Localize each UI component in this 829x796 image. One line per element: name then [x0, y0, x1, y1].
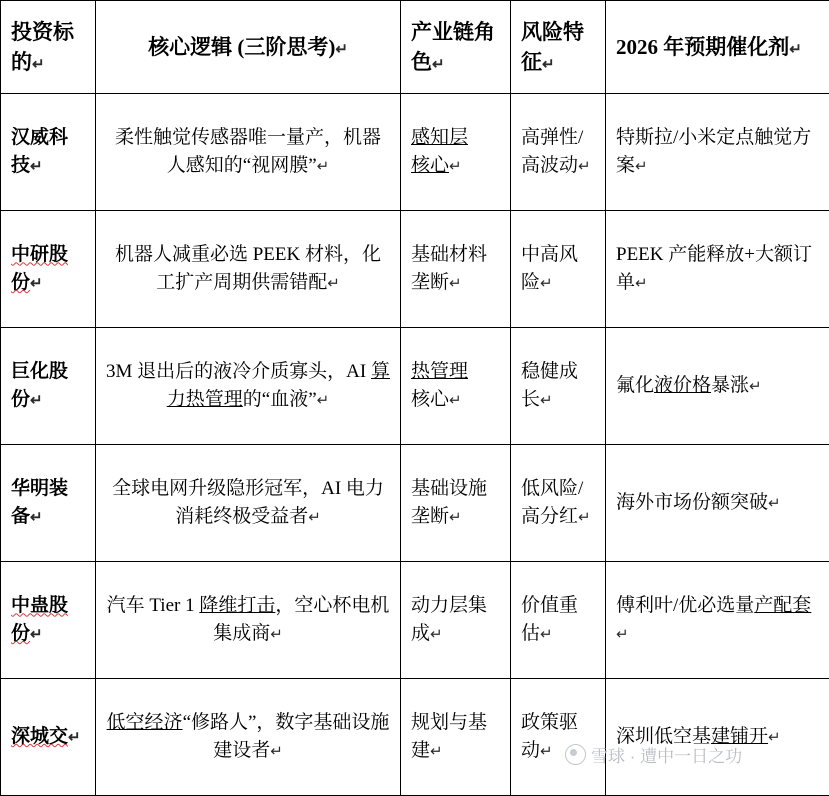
target-name-label: 华明装备	[11, 478, 68, 527]
risk-text: 稳健成长	[521, 361, 578, 410]
cell-catalyst	[606, 445, 829, 562]
paragraph-mark-icon: ↵	[30, 158, 43, 175]
table-row	[1, 211, 829, 328]
header-cell-target	[1, 1, 96, 94]
risk-text: 中高风险	[521, 244, 578, 293]
paragraph-mark-icon: ↵	[30, 392, 43, 409]
paragraph-mark-icon: ↵	[449, 158, 462, 175]
catalyst-text: 傅利叶/优必选量	[616, 595, 754, 616]
cell-risk	[511, 679, 606, 796]
cell-target-name	[1, 445, 96, 562]
paragraph-mark-icon: ↵	[430, 743, 443, 760]
core-logic-text: 3M 退出后的液冷介质寡头，AI	[106, 361, 371, 382]
paragraph-mark-icon: ↵	[540, 743, 553, 760]
paragraph-mark-icon: ↵	[635, 158, 648, 175]
cell-chain-role	[401, 562, 511, 679]
header-label-logic: 核心逻辑 (三阶思考)	[148, 35, 335, 59]
paragraph-mark-icon: ↵	[270, 626, 283, 643]
core-logic-text: “修路人”，数字基础设施建设者	[183, 712, 390, 761]
header-cell-role	[401, 1, 511, 94]
paragraph-mark-icon: ↵	[335, 41, 348, 58]
catalyst-text: 特斯拉/小米定点触觉方案	[616, 127, 811, 176]
cell-target-name	[1, 562, 96, 679]
cell-core-logic	[96, 562, 401, 679]
cell-risk	[511, 562, 606, 679]
core-logic-underlined: 降维打击	[199, 595, 275, 616]
paragraph-mark-icon: ↵	[327, 275, 340, 292]
paragraph-mark-icon: ↵	[308, 509, 321, 526]
chain-role-text: 规划与基建	[411, 712, 487, 761]
table-row	[1, 94, 829, 211]
paragraph-mark-icon: ↵	[540, 275, 553, 292]
paragraph-mark-icon: ↵	[540, 626, 553, 643]
core-logic-text: 柔性触觉传感器唯一量产，机器人感知的“视网膜”	[115, 127, 381, 176]
cell-catalyst	[606, 94, 829, 211]
header-cell-logic	[96, 1, 401, 94]
core-logic-underlined: 算力热管理	[167, 361, 390, 410]
table-row	[1, 328, 829, 445]
paragraph-mark-icon: ↵	[749, 378, 762, 395]
header-cell-risk	[511, 1, 606, 94]
paragraph-mark-icon: ↵	[270, 743, 283, 760]
paragraph-mark-icon: ↵	[789, 41, 802, 58]
paragraph-mark-icon: ↵	[578, 509, 591, 526]
cell-core-logic	[96, 679, 401, 796]
cell-core-logic	[96, 328, 401, 445]
core-logic-text-2: ，空心杯电机集成商	[213, 595, 389, 644]
paragraph-mark-icon: ↵	[30, 275, 43, 292]
catalyst-text: 深圳低空基	[616, 726, 711, 747]
cell-target-name	[1, 328, 96, 445]
risk-text: 价值重估	[521, 595, 578, 644]
paragraph-mark-icon: ↵	[768, 495, 781, 512]
catalyst-text-2: 暴涨	[711, 375, 749, 396]
cell-core-logic	[96, 445, 401, 562]
cell-chain-role	[401, 211, 511, 328]
paragraph-mark-icon: ↵	[432, 56, 445, 73]
cell-target-name	[1, 94, 96, 211]
chain-role-text-2: 核心	[411, 389, 449, 410]
header-label-risk: 风险特征	[521, 20, 584, 74]
paragraph-mark-icon: ↵	[30, 626, 43, 643]
paragraph-mark-icon: ↵	[430, 626, 443, 643]
header-label-catalyst: 2026 年预期催化剂	[616, 35, 789, 59]
catalyst-text: PEEK 产能释放+大额订单	[616, 244, 812, 293]
risk-text: 低风险/高分红	[521, 478, 583, 527]
paragraph-mark-icon: ↵	[449, 392, 462, 409]
paragraph-mark-icon: ↵	[317, 158, 330, 175]
chain-role-text: 动力层集成	[411, 595, 487, 644]
cell-chain-role	[401, 94, 511, 211]
catalyst-underlined: 液价格	[654, 375, 711, 396]
chain-role-text-2: 核心	[411, 155, 449, 176]
catalyst-underlined: 产配套	[754, 595, 811, 616]
catalyst-underlined: 建铺开	[711, 726, 768, 747]
table-row	[1, 445, 829, 562]
cell-chain-role	[401, 328, 511, 445]
paragraph-mark-icon: ↵	[449, 275, 462, 292]
core-logic-text: 汽车 Tier 1	[107, 595, 200, 616]
cell-risk	[511, 94, 606, 211]
paragraph-mark-icon: ↵	[540, 392, 553, 409]
risk-text: 政策驱动	[521, 712, 578, 761]
chain-role-text: 热管理	[411, 361, 468, 382]
cell-risk	[511, 211, 606, 328]
paragraph-mark-icon: ↵	[768, 729, 781, 746]
cell-chain-role	[401, 679, 511, 796]
paragraph-mark-icon: ↵	[32, 56, 45, 73]
paragraph-mark-icon: ↵	[449, 509, 462, 526]
target-name-label: 中研股份	[11, 244, 68, 293]
catalyst-text: 氟化	[616, 375, 654, 396]
watermark-text: 雪球 · 遭中一日之功	[591, 742, 742, 767]
cell-target-name	[1, 679, 96, 796]
chain-role-text: 基础材料垄断	[411, 244, 487, 293]
cell-target-name	[1, 211, 96, 328]
paragraph-mark-icon: ↵	[30, 509, 43, 526]
cell-risk	[511, 328, 606, 445]
cell-chain-role	[401, 445, 511, 562]
cell-core-logic	[96, 94, 401, 211]
cell-risk	[511, 445, 606, 562]
core-logic-text-2: 的“血液”	[243, 389, 317, 410]
target-name-label: 汉威科技	[11, 127, 68, 176]
core-logic-text: 全球电网升级隐形冠军，AI 电力消耗终极受益者	[112, 478, 384, 527]
target-name-label: 中蛊股份	[11, 595, 68, 644]
header-label-target: 投资标的	[11, 20, 74, 74]
risk-text: 高弹性/高波动	[521, 127, 583, 176]
core-logic-underlined: 低空经济	[107, 712, 183, 733]
paragraph-mark-icon: ↵	[635, 275, 648, 292]
cell-catalyst	[606, 562, 829, 679]
paragraph-mark-icon: ↵	[616, 626, 629, 643]
header-cell-catalyst	[606, 1, 829, 94]
paragraph-mark-icon: ↵	[68, 729, 81, 746]
cell-catalyst	[606, 211, 829, 328]
chain-role-text: 感知层	[411, 127, 468, 148]
table-header-row	[1, 1, 829, 94]
paragraph-mark-icon: ↵	[542, 56, 555, 73]
table-row	[1, 562, 829, 679]
core-logic-text: 机器人减重必选 PEEK 材料，化工扩产周期供需错配	[115, 244, 381, 293]
cell-core-logic	[96, 211, 401, 328]
target-name-label: 深城交	[11, 726, 68, 747]
chain-role-text: 基础设施垄断	[411, 478, 487, 527]
catalyst-text: 海外市场份额突破	[616, 492, 768, 513]
target-name-label: 巨化股份	[11, 361, 68, 410]
header-label-role: 产业链角色	[411, 20, 495, 74]
paragraph-mark-icon: ↵	[578, 158, 591, 175]
paragraph-mark-icon: ↵	[317, 392, 330, 409]
cell-catalyst	[606, 679, 829, 796]
cell-catalyst	[606, 328, 829, 445]
table-row	[1, 679, 829, 796]
